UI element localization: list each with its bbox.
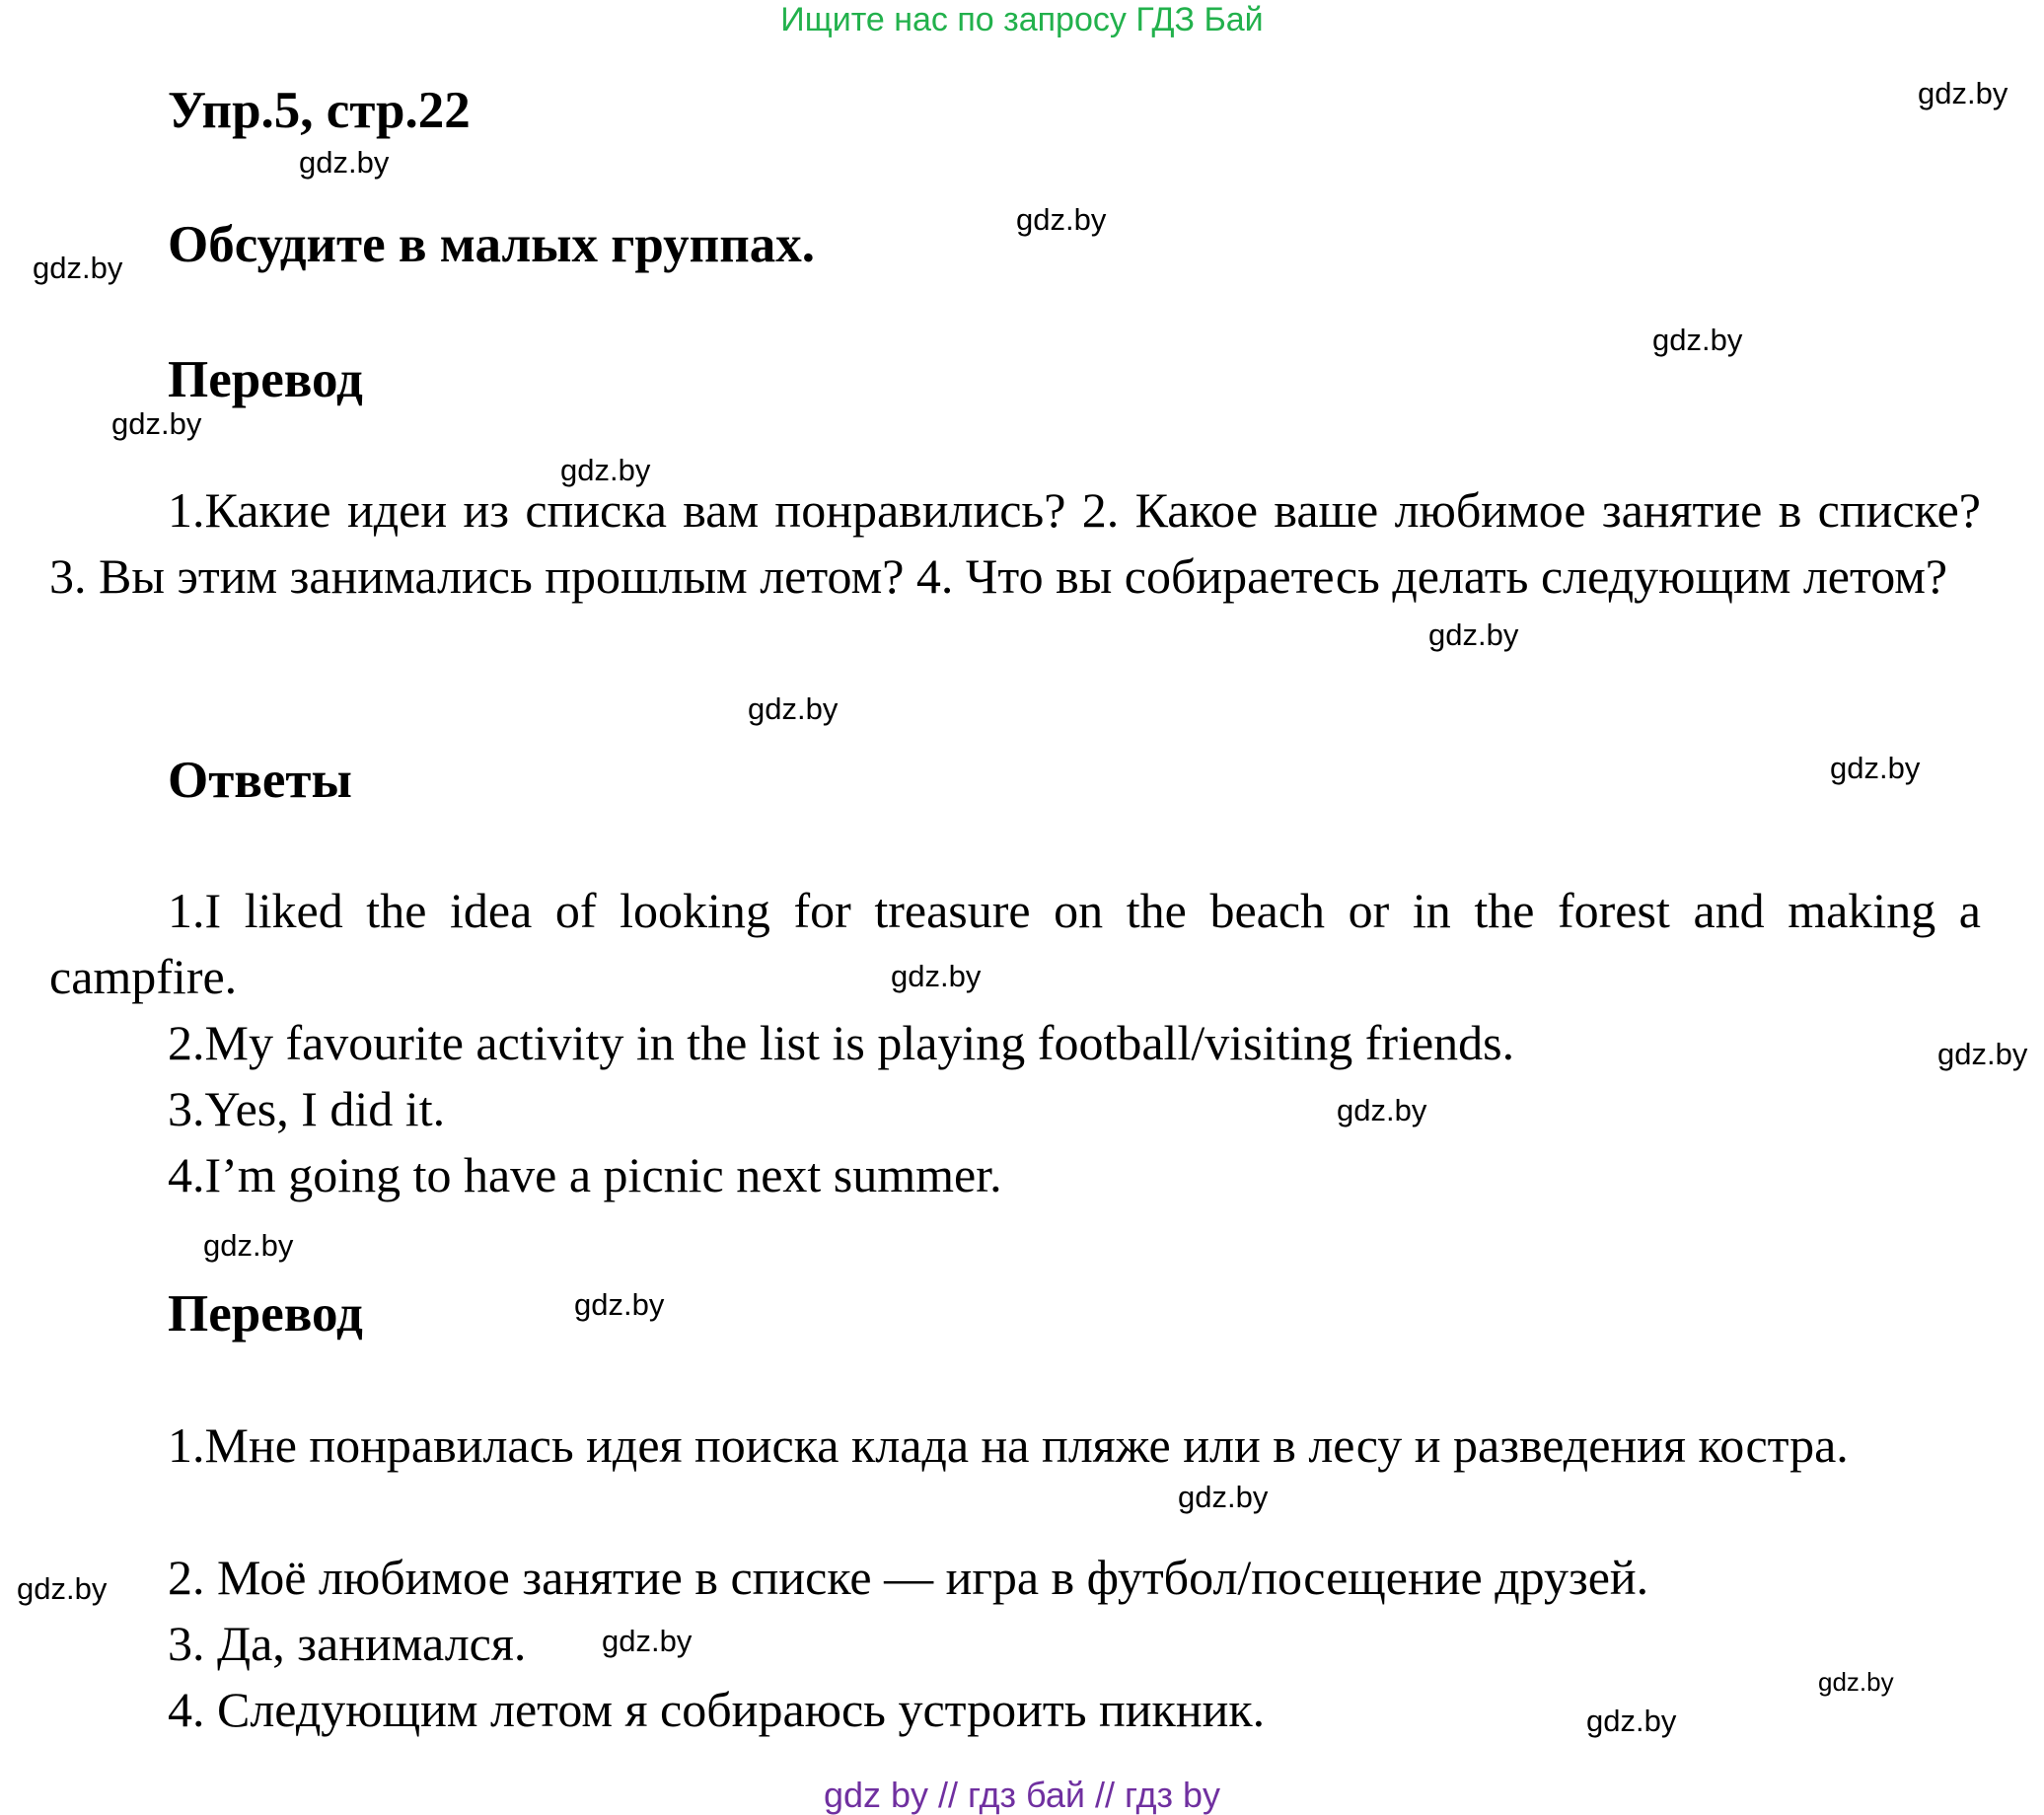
translation-2: 2. Моё любимое занятие в списке — игра в футбол/посещение друзей. [168, 1550, 1649, 1605]
watermark: gdz.by [111, 406, 202, 441]
watermark: gdz.by [1918, 76, 2008, 110]
translation-1 [49, 1413, 1981, 1479]
heading-translation-2: Перевод [168, 1285, 363, 1343]
answer-2: 2.My favourite activity in the list is playing football/visiting friends. [168, 1015, 1515, 1070]
watermark: gdz.by [1652, 323, 1743, 357]
watermark: gdz.by [1830, 751, 1921, 785]
exercise-title: Упр.5, стр.22 [168, 82, 471, 139]
answer-1-text: 1.I liked the idea of looking for treasure on the beach or in the forest and making a campfire. [49, 883, 1981, 1004]
heading-answers: Ответы [168, 752, 352, 809]
watermark: gdz.by [1178, 1480, 1269, 1514]
translation-3: 3. Да, занимался. [168, 1616, 527, 1671]
heading-translation-1: Перевод [168, 351, 363, 408]
watermark: gdz.by [1016, 202, 1107, 237]
watermark: gdz.by [203, 1228, 294, 1263]
watermark: gdz.by [17, 1571, 108, 1606]
watermark: gdz.by [299, 145, 390, 180]
questions-paragraph [49, 477, 1981, 610]
top-banner[interactable]: Ищите нас по запросу ГДЗ Бай [780, 1, 1264, 38]
watermark: gdz.by [560, 453, 651, 487]
answer-1 [49, 878, 1981, 1010]
watermark: gdz.by [1937, 1037, 2028, 1071]
translation-1-text: 1.Мне понравилась идея поиска клада на пляже или в лесу и разведения костра. [168, 1417, 1849, 1473]
watermark: gdz.by [1818, 1667, 1894, 1697]
questions-text: 1.Какие идеи из списка вам понравились? 2. Какое ваше любимое занятие в списке? 3. Вы этим занимались прошлым летом? 4. Что вы собираетесь делать следующим летом? [49, 482, 1981, 604]
watermark: gdz.by [574, 1287, 665, 1322]
watermark: gdz.by [602, 1624, 693, 1658]
watermark: gdz.by [891, 959, 982, 993]
watermark: gdz.by [33, 251, 123, 285]
answer-4: 4.I’m going to have a picnic next summer. [168, 1147, 1002, 1202]
task-instruction: Обсудите в малых группах. [168, 216, 815, 273]
watermark: gdz.by [1337, 1093, 1427, 1127]
answer-3: 3.Yes, I did it. [168, 1081, 446, 1136]
watermark: gdz.by [1586, 1704, 1677, 1738]
footer-links[interactable]: gdz by // гдз бай // гдз by [823, 1775, 1221, 1815]
translation-4: 4. Следующим летом я собираюсь устроить пикник. [168, 1682, 1266, 1737]
watermark: gdz.by [1428, 617, 1519, 652]
watermark: gdz.by [748, 691, 839, 726]
